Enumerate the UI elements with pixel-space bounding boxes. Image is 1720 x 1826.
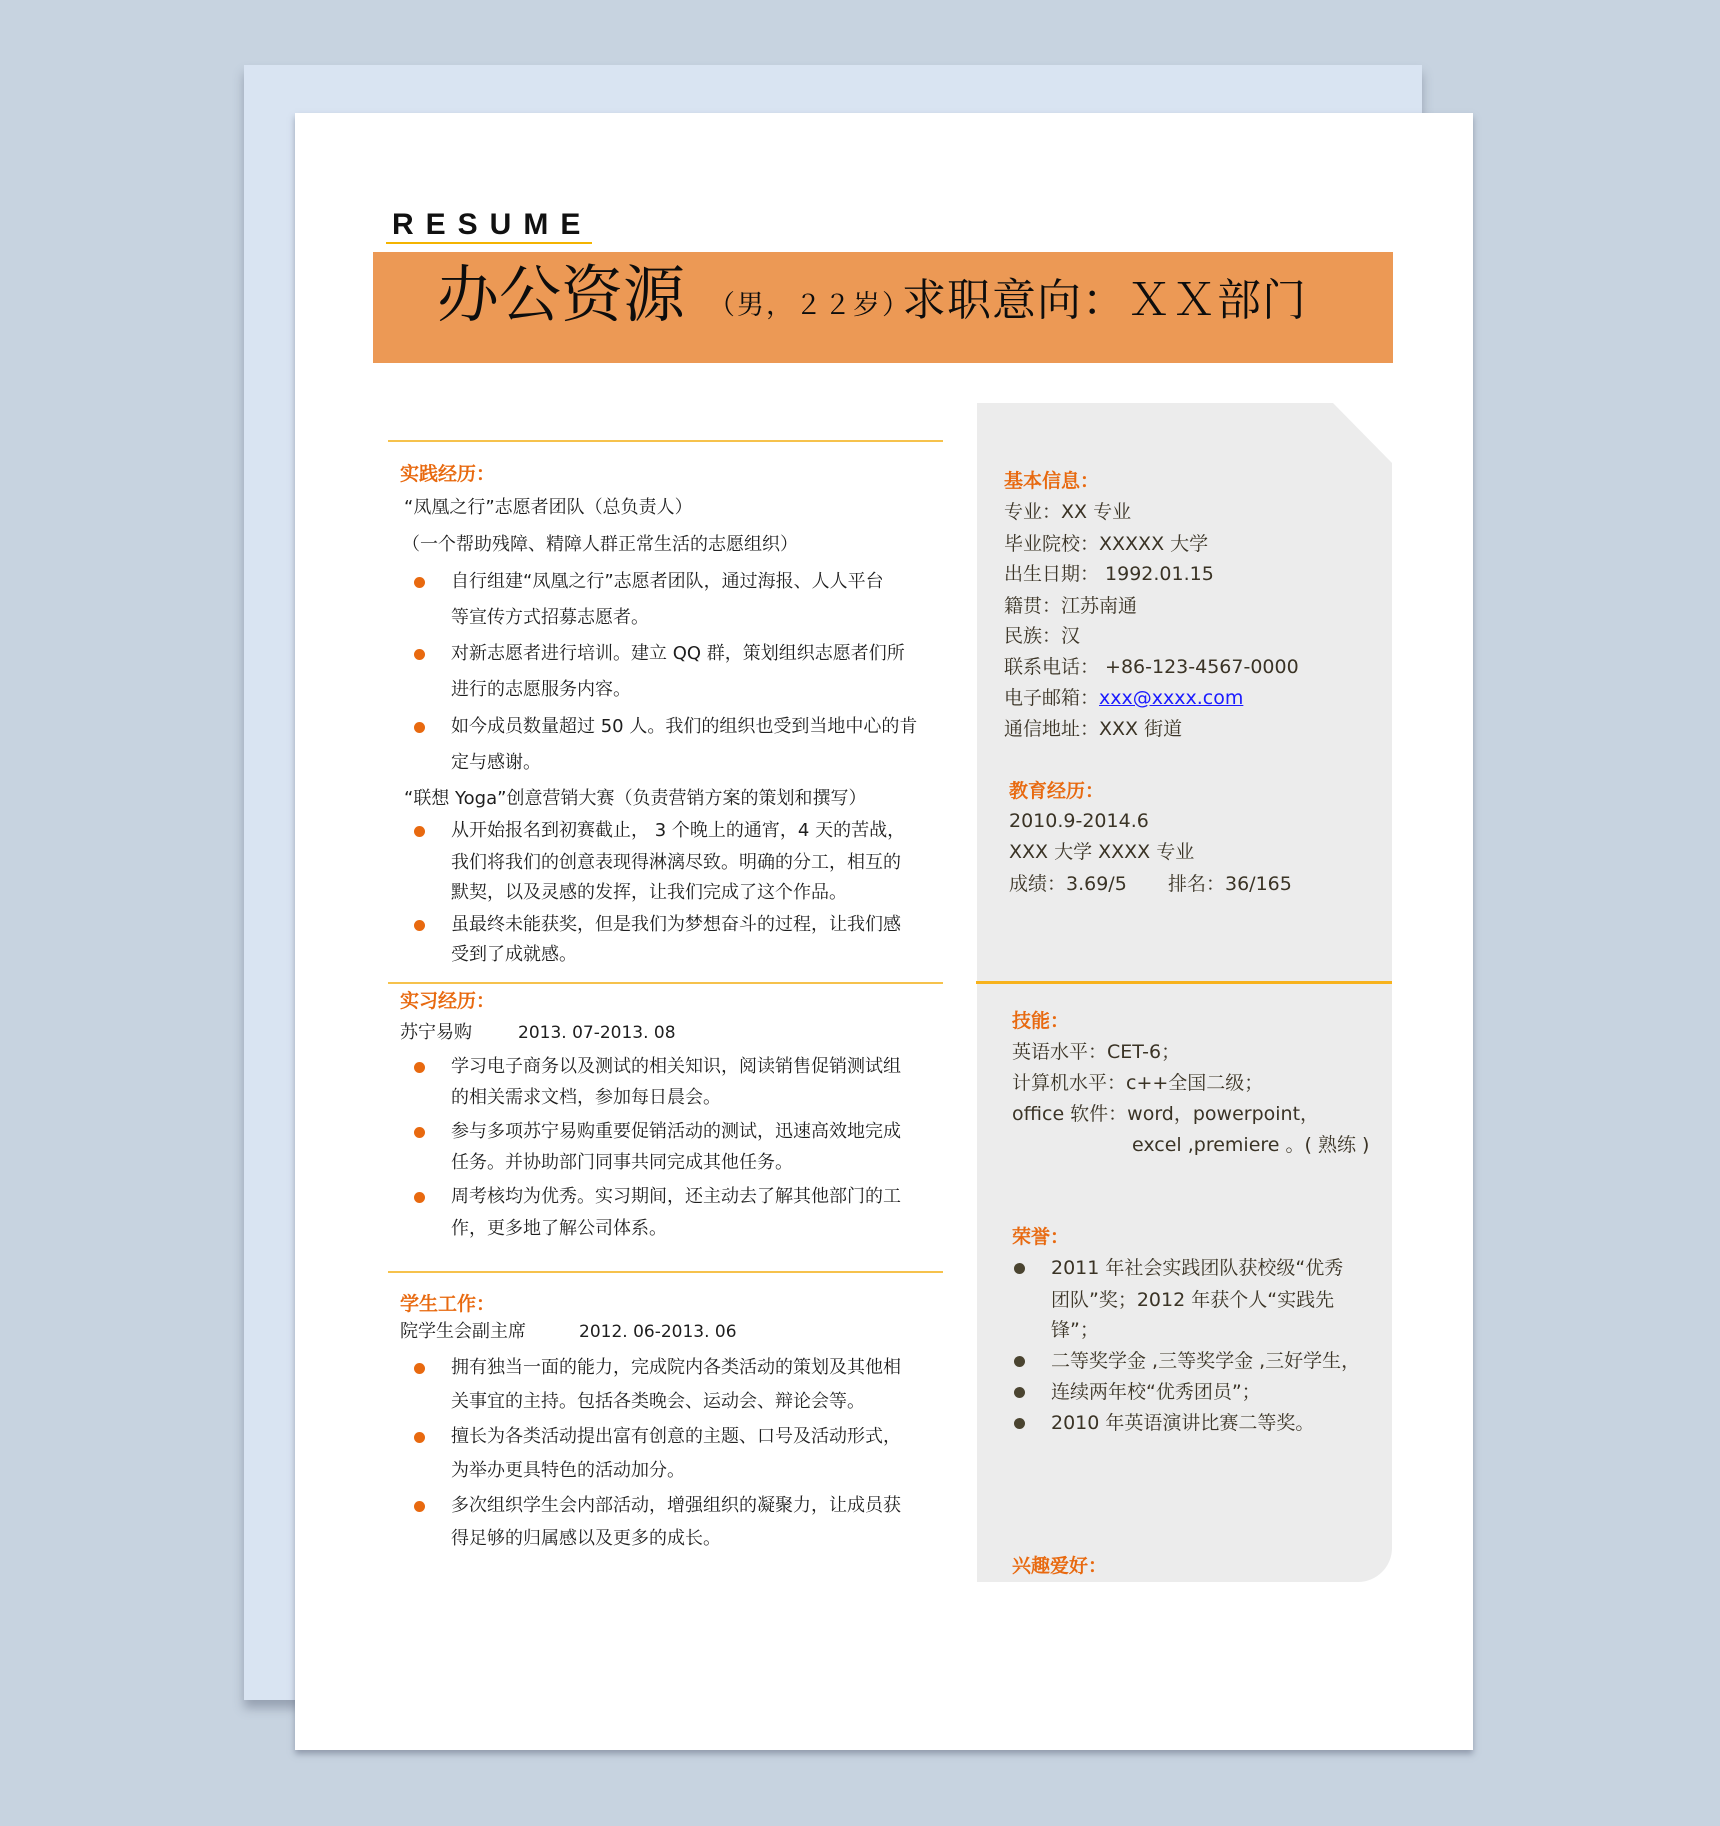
bullet-icon — [1014, 1387, 1025, 1398]
student-role-period: 2012. 06-2013. 06 — [579, 1322, 737, 1342]
list-item: 的相关需求文档，参加每日晨会。 — [451, 1087, 721, 1108]
bullet-icon — [1014, 1263, 1025, 1274]
list-item: 得足够的归属感以及更多的成长。 — [451, 1528, 721, 1549]
list-item: 受到了成就感。 — [451, 944, 577, 965]
email-link[interactable]: xxx@xxxx.com — [1099, 687, 1244, 709]
education-period: 2010.9-2014.6 — [1009, 810, 1149, 832]
section-title-practice: 实践经历： — [400, 463, 496, 485]
info-major: 专业：XX 专业 — [1004, 501, 1132, 523]
bullet-icon — [414, 1501, 425, 1512]
bullet-icon — [414, 1192, 425, 1203]
list-item: 作，更多地了解公司体系。 — [451, 1218, 667, 1239]
resume-heading: RESUME — [392, 208, 593, 241]
list-item: 自行组建“凤凰之行”志愿者团队，通过海报、人人平台 — [451, 571, 884, 592]
honor-item: 锋”； — [1051, 1319, 1099, 1341]
list-item: 拥有独当一面的能力，完成院内各类活动的策划及其他相 — [451, 1357, 901, 1378]
list-item: 周考核均为优秀。实习期间，还主动去了解其他部门的工 — [451, 1186, 901, 1207]
skill-office-continued: excel ,premiere 。( 熟练 ) — [1132, 1134, 1370, 1156]
section-title-student-work: 学生工作： — [400, 1293, 496, 1315]
list-item: 如今成员数量超过 50 人。我们的组织也受到当地中心的肯 — [451, 716, 918, 737]
bullet-icon — [414, 826, 425, 837]
bullet-icon — [414, 1127, 425, 1138]
honor-item: 连续两年校“优秀团员”； — [1051, 1381, 1261, 1403]
honor-item: 二等奖学金 ,三等奖学金 ,三好学生， — [1051, 1350, 1361, 1372]
info-address: 通信地址：XXX 街道 — [1004, 718, 1183, 740]
list-item: 定与感谢。 — [451, 752, 541, 773]
honor-item: 团队”奖；2012 年获个人“实践先 — [1051, 1289, 1335, 1311]
bullet-icon — [414, 1062, 425, 1073]
bullet-icon — [414, 577, 425, 588]
list-item: 为举办更具特色的活动加分。 — [451, 1460, 685, 1481]
list-item: 多次组织学生会内部活动，增强组织的凝聚力，让成员获 — [451, 1495, 901, 1516]
honor-item: 2010 年英语演讲比赛二等奖。 — [1051, 1412, 1315, 1434]
internship-company: 苏宁易购 — [400, 1022, 472, 1043]
skill-office: office 软件：word，powerpoint， — [1012, 1103, 1320, 1125]
section-title-hobbies: 兴趣爱好： — [1012, 1555, 1108, 1577]
list-item: 进行的志愿服务内容。 — [451, 679, 631, 700]
section-title-education: 教育经历： — [1009, 780, 1105, 802]
project-title: “联想 Yoga”创意营销大赛（负责营销方案的策划和撰写） — [404, 788, 867, 809]
job-intent-value: ＸＸ部门 — [1127, 275, 1307, 326]
bullet-icon — [1014, 1418, 1025, 1429]
job-intent — [902, 274, 1307, 328]
bullet-icon — [414, 1363, 425, 1374]
list-item: 关事宜的主持。包括各类晚会、运动会、辩论会等。 — [451, 1391, 865, 1412]
list-item: 学习电子商务以及测试的相关知识，阅读销售促销测试组 — [451, 1056, 901, 1077]
list-item: 等宣传方式招募志愿者。 — [451, 607, 649, 628]
section-title-basic-info: 基本信息： — [1004, 470, 1100, 492]
list-item: 默契，以及灵感的发挥，让我们完成了这个作品。 — [451, 882, 847, 903]
bullet-icon — [414, 722, 425, 733]
bullet-icon — [414, 1432, 425, 1443]
education-gpa: 成绩：3.69/5 — [1009, 873, 1127, 895]
section-divider — [388, 440, 943, 442]
bullet-icon — [414, 649, 425, 660]
skill-computer: 计算机水平：c++全国二级； — [1012, 1072, 1264, 1094]
section-divider — [388, 982, 943, 984]
skill-english: 英语水平：CET-6； — [1012, 1041, 1181, 1063]
list-item: 虽最终未能获奖，但是我们为梦想奋斗的过程，让我们感 — [451, 914, 901, 935]
list-item: 从开始报名到初赛截止， 3 个晚上的通宵，4 天的苦战， — [451, 820, 906, 841]
student-role: 院学生会副主席 — [400, 1321, 526, 1342]
resume-underline — [386, 242, 592, 244]
info-ethnicity: 民族：汉 — [1004, 625, 1081, 647]
bullet-icon — [414, 920, 425, 931]
list-item: 擅长为各类活动提出富有创意的主题、口号及活动形式， — [451, 1426, 901, 1447]
section-title-skills: 技能： — [1012, 1010, 1070, 1032]
education-rank: 排名：36/165 — [1168, 873, 1292, 895]
list-item: 对新志愿者进行培训。建立 QQ 群，策划组织志愿者们所 — [451, 643, 905, 664]
project-description: （一个帮助残障、精障人群正常生活的志愿组织） — [402, 534, 798, 555]
sidebar-divider — [976, 981, 1392, 984]
honor-item: 2011 年社会实践团队获校级“优秀 — [1051, 1257, 1344, 1279]
project-title: “凤凰之行”志愿者团队（总负责人） — [404, 497, 693, 518]
section-title-honors: 荣誉： — [1012, 1226, 1070, 1248]
internship-period: 2013. 07-2013. 08 — [518, 1023, 676, 1043]
info-email — [1004, 686, 1243, 710]
section-title-internship: 实习经历： — [400, 990, 496, 1012]
bullet-icon — [1014, 1356, 1025, 1367]
info-school: 毕业院校：XXXXX 大学 — [1004, 533, 1209, 555]
email-label: 电子邮箱： — [1004, 687, 1100, 709]
section-divider — [388, 1271, 943, 1273]
list-item: 参与多项苏宁易购重要促销活动的测试，迅速高效地完成 — [451, 1121, 901, 1142]
candidate-name: 办公资源 — [437, 258, 686, 331]
info-birthdate: 出生日期： 1992.01.15 — [1004, 563, 1214, 585]
job-intent-label: 求职意向： — [902, 275, 1127, 326]
list-item: 我们将我们的创意表现得淋漓尽致。明确的分工，相互的 — [451, 852, 901, 873]
education-school: XXX 大学 XXXX 专业 — [1009, 841, 1195, 863]
list-item: 任务。并协助部门同事共同完成其他任务。 — [451, 1152, 793, 1173]
candidate-gender-age: （男，２２岁） — [708, 290, 911, 321]
info-phone: 联系电话： +86-123-4567-0000 — [1004, 656, 1299, 678]
info-origin: 籍贯：江苏南通 — [1004, 595, 1138, 617]
